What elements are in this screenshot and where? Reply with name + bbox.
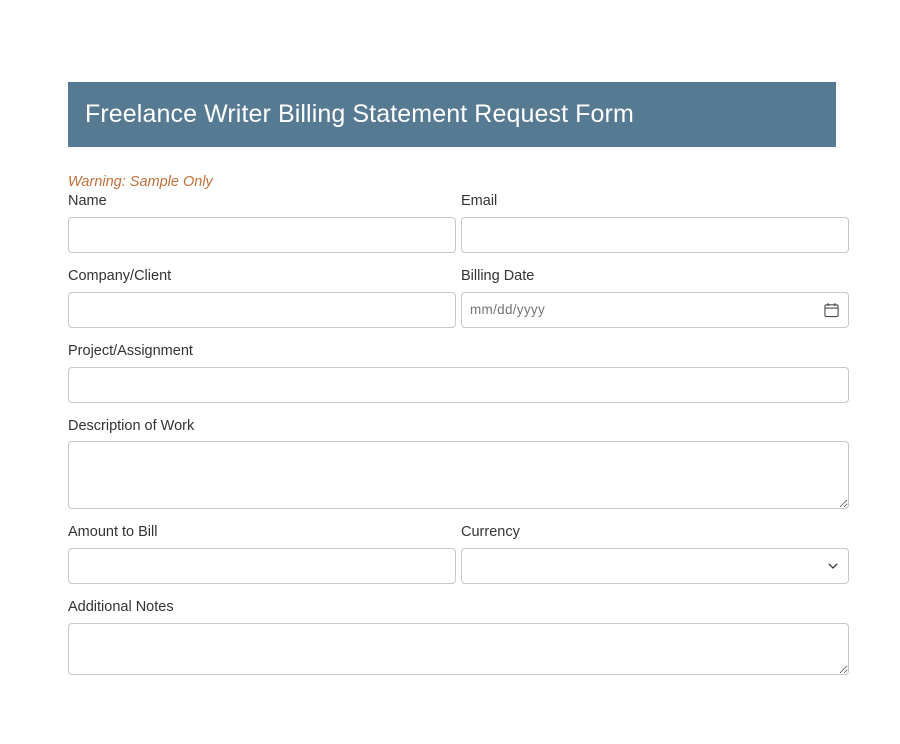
billing-request-form xyxy=(68,82,849,675)
amount-input[interactable] xyxy=(68,548,456,584)
notes-textarea[interactable] xyxy=(68,623,849,675)
field-group-name xyxy=(68,192,461,253)
name-input[interactable] xyxy=(68,217,456,253)
billing-date-input[interactable] xyxy=(461,292,849,328)
billing-date-placeholder: mm/dd/yyyy xyxy=(470,302,546,318)
currency-select-box[interactable] xyxy=(461,548,849,584)
company-input[interactable] xyxy=(68,292,456,328)
description-label: Description of Work xyxy=(68,417,195,434)
field-group-company xyxy=(68,253,461,328)
field-group-notes xyxy=(68,598,849,675)
field-group-currency xyxy=(461,509,849,584)
page-title: Freelance Writer Billing Statement Request Form xyxy=(68,82,836,147)
row-company-date xyxy=(68,253,849,328)
field-group-project xyxy=(68,342,849,403)
currency-select[interactable] xyxy=(461,548,849,584)
name-label: Name xyxy=(68,193,107,209)
currency-label: Currency xyxy=(461,524,520,541)
sample-warning: Warning: Sample Only xyxy=(68,174,213,190)
billing-date-label: Billing Date xyxy=(461,267,535,284)
row-name-email xyxy=(68,192,849,253)
email-label: Email xyxy=(461,193,498,209)
field-group-email xyxy=(461,192,849,253)
calendar-icon[interactable] xyxy=(824,302,839,317)
project-label: Project/Assignment xyxy=(68,342,193,359)
field-group-billing-date xyxy=(461,253,849,328)
amount-label: Amount to Bill xyxy=(68,524,158,541)
field-group-amount xyxy=(68,509,461,584)
field-group-description xyxy=(68,417,849,510)
email-input[interactable] xyxy=(461,217,849,253)
company-label: Company/Client xyxy=(68,267,172,284)
notes-label: Additional Notes xyxy=(68,599,174,616)
description-textarea[interactable] xyxy=(68,441,849,509)
chevron-down-icon[interactable] xyxy=(828,563,838,569)
row-amount-currency xyxy=(68,509,849,584)
project-input[interactable] xyxy=(68,367,849,403)
